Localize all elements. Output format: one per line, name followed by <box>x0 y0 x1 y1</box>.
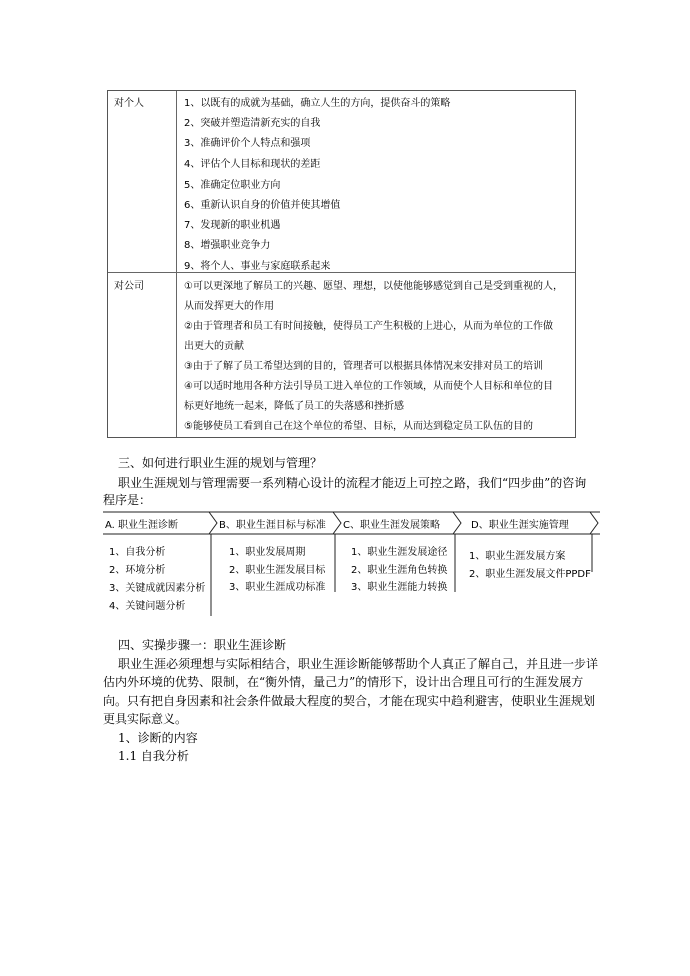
step-item: 3、关键成就因素分析 <box>109 583 206 594</box>
row-header-company: 对公司 <box>114 281 144 292</box>
step-item: 3、职业生涯成功标准 <box>229 582 326 593</box>
personal-item: 2、突破并塑造清新充实的自我 <box>184 118 321 129</box>
section4-para-line: 更具实际意义。 <box>103 712 188 726</box>
company-line: 从而发挥更大的作用 <box>184 301 274 312</box>
step-item: 3、职业生涯能力转换 <box>351 582 448 593</box>
step-title: C、职业生涯发展策略 <box>343 520 440 531</box>
personal-item: 1、以既有的成就为基础，确立人生的方向，提供奋斗的策略 <box>184 98 451 109</box>
section3-heading: 三、如何进行职业生涯的规划与管理？ <box>118 456 323 470</box>
step-item: 2、职业生涯发展文件PPDF <box>469 569 591 580</box>
company-line: ⑤能够使员工看到自己在这个单位的希望、目标，从而达到稳定员工队伍的目的 <box>184 421 533 432</box>
step-item: 2、环境分析 <box>109 565 166 576</box>
step-item: 1、自我分析 <box>109 547 166 558</box>
company-line: 出更大的贡献 <box>184 341 244 352</box>
section4-heading: 四、实操步骤一：职业生涯诊断 <box>118 638 287 652</box>
step-title: B、职业生涯目标与标准 <box>219 520 326 531</box>
table-column-divider <box>176 91 177 437</box>
table-row-divider <box>108 272 575 273</box>
step-item: 1、职业生涯发展方案 <box>469 551 566 562</box>
step-title: A. 职业生涯诊断 <box>105 520 179 531</box>
company-line: ①可以更深地了解员工的兴趣、愿望、理想，以使他能够感觉到自己是受到重视的人， <box>184 281 563 292</box>
subheading: 1、诊断的内容 <box>118 731 198 745</box>
personal-item: 3、准确评价个人特点和强项 <box>184 138 311 149</box>
step-item: 4、关键问题分析 <box>109 601 186 612</box>
company-line: ③由于了解了员工希望达到的目的，管理者可以根据具体情况来安排对员工的培训 <box>184 361 543 372</box>
step-item: 2、职业生涯发展目标 <box>229 565 326 576</box>
subheading: 1.1 自我分析 <box>118 749 189 763</box>
section4-para-line: 向。只有把自身因素和社会条件做最大程度的契合，才能在现实中趋利避害，使职业生涯规划 <box>103 694 596 708</box>
company-line: 标更好地统一起来，降低了员工的失落感和挫折感 <box>184 401 404 412</box>
company-line: ④可以适时地用各种方法引导员工进入单位的工作领域，从而使个人目标和单位的目 <box>184 381 553 392</box>
section4-para-line: 估内外环境的优势、限制，在“衡外情，量己力”的情形下，设计出合理且可行的生涯发展方 <box>103 675 584 689</box>
personal-item: 5、准确定位职业方向 <box>184 180 281 191</box>
personal-item: 4、评估个人目标和现状的差距 <box>184 159 321 170</box>
step-item: 1、职业生涯发展途径 <box>351 547 448 558</box>
step-title: D、职业生涯实施管理 <box>471 520 569 531</box>
personal-item: 6、重新认识自身的价值并使其增值 <box>184 200 341 211</box>
step-item: 1、职业发展周期 <box>229 547 306 558</box>
personal-item: 9、将个人、事业与家庭联系起来 <box>184 261 331 272</box>
four-step-flow <box>103 510 603 630</box>
section3-line: 程序是： <box>103 493 152 507</box>
personal-item: 7、发现新的职业机遇 <box>184 220 281 231</box>
personal-item: 8、增强职业竞争力 <box>184 240 271 251</box>
section3-line: 职业生涯规划与管理需要一系列精心设计的流程才能迈上可控之路，我们“四步曲”的咨询 <box>118 476 587 490</box>
section4-para-line: 职业生涯必须理想与实际相结合，职业生涯诊断能够帮助个人真正了解自己，并且进一步详 <box>118 657 599 671</box>
company-line: ②由于管理者和员工有时间接触，使得员工产生积极的上进心，从而为单位的工作做 <box>184 321 553 332</box>
step-item: 2、职业生涯角色转换 <box>351 565 448 576</box>
row-header-personal: 对个人 <box>114 98 144 109</box>
benefits-table <box>107 90 576 438</box>
